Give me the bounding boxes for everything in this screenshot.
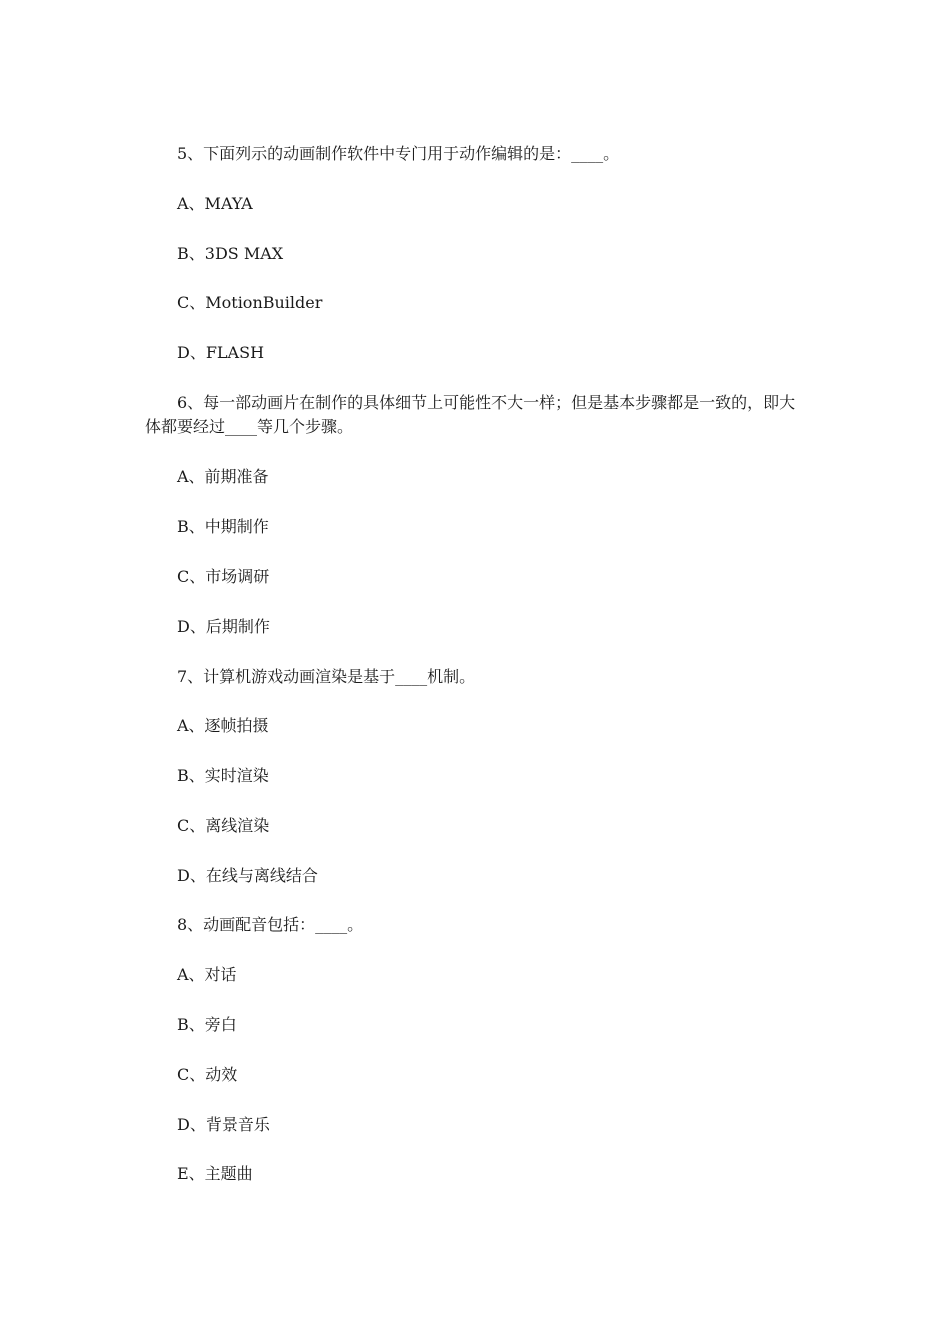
question-5-option-c: C、MotionBuilder — [177, 293, 323, 312]
question-6-option-a: A、前期准备 — [177, 467, 269, 486]
question-7-option-b: B、实时渲染 — [177, 766, 269, 785]
question-8-option-c: C、动效 — [177, 1065, 238, 1084]
question-6-option-b: B、中期制作 — [177, 517, 269, 536]
question-8-option-a: A、对话 — [177, 965, 237, 984]
question-7: 7、计算机游戏动画渲染是基于____机制。 — [177, 667, 476, 686]
question-8-option-d: D、背景音乐 — [177, 1115, 270, 1134]
question-5-option-b: B、3DS MAX — [177, 244, 284, 263]
question-5: 5、下面列示的动画制作软件中专门用于动作编辑的是：____。 — [177, 144, 620, 163]
question-5-option-d: D、FLASH — [177, 343, 265, 362]
question-8: 8、动画配音包括：____。 — [177, 915, 364, 934]
question-5-option-a: A、MAYA — [177, 194, 253, 213]
question-6-option-d: D、后期制作 — [177, 617, 270, 636]
question-8-option-e: E、主题曲 — [177, 1164, 253, 1183]
question-7-option-d: D、在线与离线结合 — [177, 866, 318, 885]
question-7-option-c: C、离线渲染 — [177, 816, 270, 835]
question-7-option-a: A、逐帧拍摄 — [177, 716, 269, 735]
question-6-option-c: C、市场调研 — [177, 567, 270, 586]
question-8-option-b: B、旁白 — [177, 1015, 237, 1034]
question-6: 6、每一部动画片在制作的具体细节上可能性不大一样；但是基本步骤都是一致的，即大体都要经过____等几个步骤。 — [145, 393, 796, 436]
